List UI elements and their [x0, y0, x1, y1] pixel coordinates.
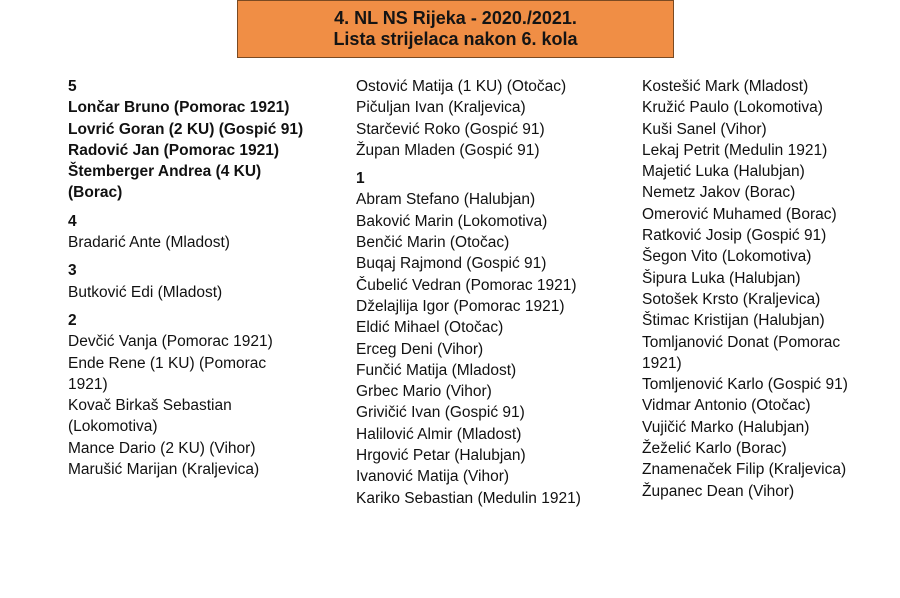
scorer-entry: Grbec Mario (Vihor)	[356, 383, 492, 401]
scorer-entry: Tomljenović Karlo (Gospić 91)	[642, 376, 848, 394]
scorer-entry: Ratković Josip (Gospić 91)	[642, 227, 827, 245]
scorer-entry: Kovač Birkaš Sebastian (Lokomotiva)	[68, 397, 232, 436]
scorer-entry: Majetić Luka (Halubjan)	[642, 163, 805, 181]
goal-group	[68, 310, 308, 480]
scorer-entry: Tomljanović Donat (Pomorac 1921)	[642, 333, 841, 372]
scorer-entry: Ostović Matija (1 KU) (Otočac)	[356, 78, 567, 95]
goal-count-heading: 4	[68, 212, 77, 230]
goal-group	[642, 76, 882, 502]
scorer-entry: Šipura Luka (Halubjan)	[642, 269, 801, 287]
scorer-entry: Lovrić Goran (2 KU) (Gospić 91)	[68, 120, 304, 138]
scorer-entry: Lekaj Petrit (Medulin 1921)	[642, 141, 828, 159]
scorer-entry: Halilović Almir (Mladost)	[356, 425, 522, 443]
goal-group	[68, 260, 308, 303]
goal-group	[356, 168, 596, 509]
scorer-entry: Dželajlija Igor (Pomorac 1921)	[356, 297, 565, 315]
scorers-column-3	[642, 76, 882, 502]
scorer-entry: Lončar Bruno (Pomorac 1921)	[68, 99, 290, 117]
scorer-entry: Mance Dario (2 KU) (Vihor)	[68, 439, 256, 457]
scorer-entry: Štimac Kristijan (Halubjan)	[642, 312, 825, 330]
goal-count-heading: 1	[356, 170, 365, 188]
scorer-entry: Buqaj Rajmond (Gospić 91)	[356, 255, 547, 273]
scorer-entry: Eldić Mihael (Otočac)	[356, 319, 504, 337]
goal-group	[356, 76, 596, 161]
scorer-entry: Butković Edi (Mladost)	[68, 283, 223, 301]
scorer-entry: Šegon Vito (Lokomotiva)	[642, 248, 812, 266]
scorer-entry: Znamenaček Filip (Kraljevica)	[642, 461, 847, 479]
scorer-entry: Sotošek Krsto (Kraljevica)	[642, 290, 821, 308]
goal-count-heading: 3	[68, 262, 77, 280]
scorers-column-1	[68, 76, 308, 480]
goal-group	[68, 211, 308, 254]
scorer-entry: Hrgović Petar (Halubjan)	[356, 447, 526, 465]
scorer-entry: Vidmar Antonio (Otočac)	[642, 397, 811, 415]
scorer-entry: Žeželić Karlo (Borac)	[642, 440, 787, 458]
scorer-entry: Vujičić Marko (Halubjan)	[642, 418, 810, 436]
title-line-1: 4. NL NS Rijeka - 2020./2021.	[334, 8, 577, 28]
scorer-entry: Abram Stefano (Halubjan)	[356, 191, 536, 209]
scorer-entry: Župan Mladen (Gospić 91)	[356, 141, 540, 159]
scorers-column-2	[356, 76, 596, 509]
scorer-entry: Grivičić Ivan (Gospić 91)	[356, 404, 525, 422]
scorer-entry: Radović Jan (Pomorac 1921)	[68, 141, 280, 159]
scorer-entry: Kuši Sanel (Vihor)	[642, 120, 767, 138]
scorer-entry: Kariko Sebastian (Medulin 1921)	[356, 489, 581, 507]
scorer-entry: Ivanović Matija (Vihor)	[356, 468, 510, 486]
scorer-entry: Nemetz Jakov (Borac)	[642, 184, 796, 202]
scorer-entry: Devčić Vanja (Pomorac 1921)	[68, 333, 273, 351]
scorer-entry: Štemberger Andrea (4 KU) (Borac)	[68, 163, 262, 202]
scorer-entry: Marušić Marijan (Kraljevica)	[68, 461, 260, 479]
scorer-entry: Kružić Paulo (Lokomotiva)	[642, 99, 823, 117]
scorer-entry: Pičuljan Ivan (Kraljevica)	[356, 99, 526, 117]
goal-count-heading: 5	[68, 78, 77, 95]
scorer-entry: Baković Marin (Lokomotiva)	[356, 212, 548, 230]
scorer-entry: Funčić Matija (Mladost)	[356, 361, 517, 379]
scorer-entry: Kostešić Mark (Mladost)	[642, 78, 809, 95]
goal-count-heading: 2	[68, 311, 77, 329]
scorer-entry: Benčić Marin (Otočac)	[356, 234, 510, 252]
scorer-entry: Čubelić Vedran (Pomorac 1921)	[356, 276, 577, 294]
scorer-entry: Starčević Roko (Gospić 91)	[356, 120, 545, 138]
scorer-entry: Ende Rene (1 KU) (Pomorac 1921)	[68, 354, 267, 393]
title-banner	[237, 0, 674, 58]
goal-group	[68, 76, 308, 204]
scorer-entry: Omerović Muhamed (Borac)	[642, 205, 837, 223]
title-line-2: Lista strijelaca nakon 6. kola	[333, 29, 578, 49]
scorer-entry: Erceg Deni (Vihor)	[356, 340, 484, 358]
scorer-entry: Bradarić Ante (Mladost)	[68, 234, 230, 252]
scorer-entry: Županec Dean (Vihor)	[642, 482, 795, 500]
